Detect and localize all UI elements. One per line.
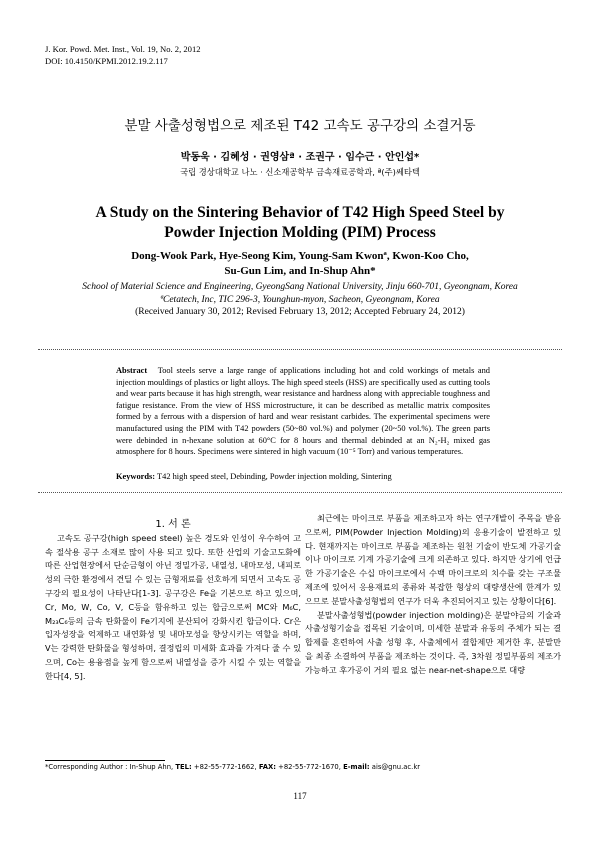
abstract [116, 365, 490, 458]
affiliation-korean: 국립 경상대학교 나노 · 신소재공학부 금속재료공학과, ª(주)쎄타텍 [180, 167, 420, 177]
footnote-rule [45, 760, 165, 761]
received-dates: (Received January 30, 2012; Revised February 13, 2012; Accepted February 24, 2012) [135, 307, 465, 317]
page-number: 117 [293, 791, 307, 801]
column-left [45, 518, 301, 684]
title-english-line2: Powder Injection Molding (PIM) Process [164, 224, 436, 241]
footnote-tel: +82-55-772-1662, [193, 763, 257, 771]
footnote-tel-label: TEL: [175, 763, 192, 771]
section-heading-introduction: 1. 서 론 [155, 519, 191, 530]
intro-paragraph-2: 최근에는 마이크로 부품을 제조하고자 하는 연구개발이 주목을 받음으로써, PIM(Powder Injection Molding)의 응용기술이 발전하고 있다. 현재까지는 마이크로 부품을 제조하는 원천 기술이 반도체 가공기술이나 마이크로 기계 가공기술에 크게 의존하고 있다. 하지만 상기에 언급한 가공기술은 수십 마이크로에서 수백 마이크로의 치수를 갖는 구조물 제조에 있어서 응용재료의 종류와 복잡한 형상의 대량생산에 한계가 있으므로 분말사출성형법의 연구가 더욱 추진되어지고 있는 상황이다[6]. [305, 513, 561, 606]
abstract-label: Abstract [116, 366, 148, 375]
divider-top [38, 349, 562, 350]
divider-bottom [38, 492, 562, 493]
keywords-label: Keywords: [116, 472, 156, 481]
journal-header [45, 43, 201, 67]
authors-korean: 박동욱 · 김혜성 · 권영삼ª · 조권구 · 임수근 · 안인섭* [180, 152, 420, 163]
keywords-text: T42 high speed steel, Debinding, Powder injection molding, Sintering [157, 472, 392, 481]
affiliation-english-line2: ªCetatech, Inc, TIC 296-3, Younghun-myon, Sacheon, Gyeongnam, Korea [160, 294, 440, 305]
authors-english [40, 249, 560, 279]
affiliation-english-line1: School of Material Science and Engineering, GyeongSang National University, Jinju 660-701, Gyeongnam, Korea [82, 282, 518, 292]
intro-paragraph-3: 분말사출성형법(powder injection molding)은 분말야금의 기술과 사출성형기술을 접목된 기술이며, 미세한 분말과 유동의 주체가 되는 결합제를 혼련하여 사출 성형 후, 사출체에서 결합제만 제거한 후, 분말만을 최종 소결하여 부품을 제조하는 것이다. 즉, 3차원 정밀부품의 제조가 가능하고 후가공이 거의 필요 없는 near-net-shape으로 대량 [305, 609, 561, 675]
authors-english-line2: Su-Gun Lim, and In-Shup Ahn* [224, 265, 376, 277]
journal-citation: J. Kor. Powd. Met. Inst., Vol. 19, No. 2, 2012 [45, 44, 201, 54]
title-english-line1: A Study on the Sintering Behavior of T42 High Speed Steel by [95, 204, 505, 221]
footnote [45, 763, 420, 771]
footnote-email-label: E-mail: [343, 763, 370, 771]
keywords [116, 472, 490, 481]
abstract-text: Tool steels serve a large range of applications including hot and cold workings of metals and injection mouldings of plastics or light alloys. The high speed steels (HSS) are specifically used as cutting tools and wear parts because it has high strength, wear resistance and hardness along with appreciable toughness and fatigue resistance. From the view of HSS microstructure, it can be described as metallic matrix composites formed by a ferrous with a dispersion of hard and wear resistant carbides. The experimental specimens were manufactured using the PIM with T42 powders (50~80 vol.%) and polymer (20~50 vol.%). The green parts were debinded in n-hexane solution at 60°C for 8 hours and thermal debinded at an N₂-H₂ mixed gas atmosphere for 8 hours. Specimens were sintered in high vacuum (10⁻⁵ Torr) and various temperatures. [116, 366, 490, 457]
footnote-email: ais@gnu.ac.kr [371, 763, 421, 771]
affiliation-english [40, 281, 560, 306]
title-korean: 분말 사출성형법으로 제조된 T42 고속도 공구강의 소결거동 [124, 118, 476, 134]
footnote-fax: +82-55-772-1670, [278, 763, 341, 771]
column-right [305, 512, 561, 678]
footnote-author: *Corresponding Author : In-Shup Ahn, [45, 763, 174, 771]
footnote-fax-label: FAX: [258, 763, 276, 771]
journal-doi: DOI: 10.4150/KPMI.2012.19.2.117 [45, 56, 168, 66]
title-english [40, 203, 560, 243]
authors-english-line1: Dong-Wook Park, Hye-Seong Kim, Young-Sam Kwonª, Kwon-Koo Cho, [131, 250, 469, 262]
intro-paragraph-1: 고속도 공구강(high speed steel) 높은 경도와 인성이 우수하여 고속 절삭용 공구 소재로 많이 사용 되고 있다. 또한 산업의 기술고도화에 따른 산업현장에서 단순금형이 아닌 정밀가공, 내열성, 내마모성, 내피로성의 극한 환경에서 견딜 수 있는 금형재료를 선호하게 되면서 고속도 공구강의 필요성이 나타난다[1-3]. 공구강은 Fe을 기본으로 하고 있으며, Cr, Mo, W, Co, V, C등을 함유하고 있는 합금으로써 MC와 M₆C, M₂₃C₆등의 금속 탄화물이 Fe기지에 분산되어 강화시킨 합금이다. Cr은 입자성장을 억제하고 내연화성 및 내마모성을 향상시키는 역할을 하며, V는 강력한 탄화물을 형성하며, 결정립의 미세화 효과를 가져다 줄 수 있으며, Co는 용융점을 높게 함으로써 내열성을 증가 시킬 수 있는 역할을 한다[4, 5]. [45, 532, 301, 681]
